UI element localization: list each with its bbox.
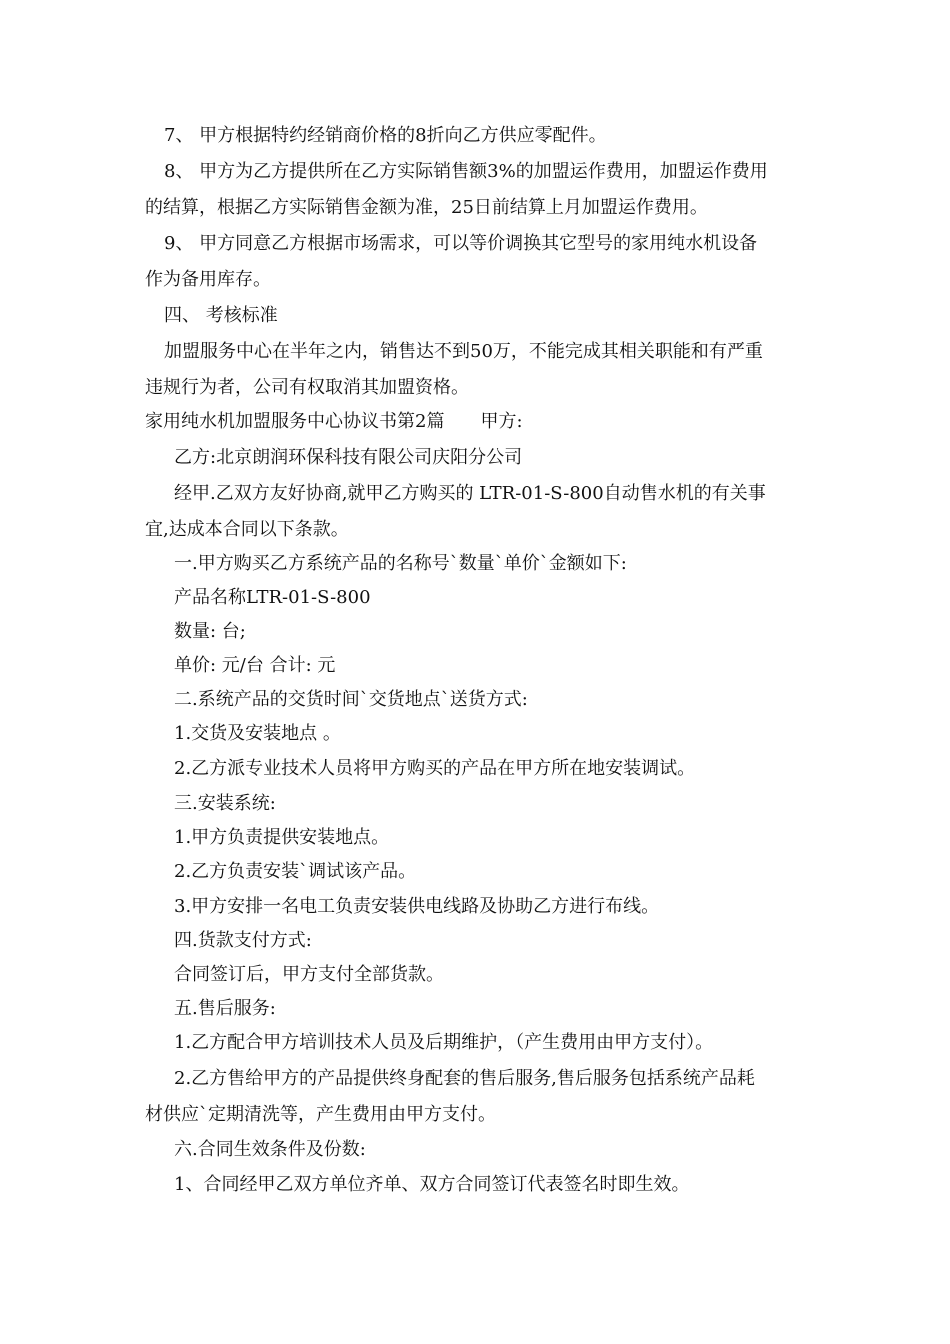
section-heading: 四.货款支付方式: [174,930,312,951]
paragraph-line: 经甲.乙双方友好协商,就甲乙方购买的 LTR-01-S-800自动售水机的有关事 [174,483,766,504]
paragraph-line: 1.乙方配合甲方培训技术人员及后期维护，（产生费用由甲方支付）。 [174,1032,714,1053]
paragraph-line: 数量: 台; [174,621,246,642]
paragraph-line: 加盟服务中心在半年之内，销售达不到50万，不能完成其相关职能和有严重 [164,341,763,362]
paragraph-line: 2.乙方负责安装`调试该产品。 [174,861,417,882]
paragraph-line: 作为备用库存。 [145,269,271,290]
paragraph-line: 的结算，根据乙方实际销售金额为准，25日前结算上月加盟运作费用。 [145,197,708,218]
paragraph-line: 2.乙方售给甲方的产品提供终身配套的售后服务,售后服务包括系统产品耗 [174,1068,755,1089]
paragraph-line: 单价: 元/台 合计: 元 [174,655,336,676]
paragraph-line: 7、 甲方根据特约经销商价格的8折向乙方供应零配件。 [164,125,607,146]
document-title-line: 家用纯水机加盟服务中心协议书第2篇 甲方: [145,411,523,432]
paragraph-line: 9、 甲方同意乙方根据市场需求，可以等价调换其它型号的家用纯水机设备 [164,233,758,254]
paragraph-line: 1、合同经甲乙双方单位齐单、双方合同签订代表签名时即生效。 [174,1174,690,1195]
section-heading: 五.售后服务: [174,998,276,1019]
paragraph-line: 8、 甲方为乙方提供所在乙方实际销售额3%的加盟运作费用，加盟运作费用 [164,161,768,182]
section-heading: 三.安装系统: [174,793,276,814]
paragraph-line: 宜,达成本合同以下条款。 [145,519,349,540]
paragraph-line: 1.交货及安装地点 。 [174,723,341,744]
paragraph-line: 3.甲方安排一名电工负责安装供电线路及协助乙方进行布线。 [174,896,660,917]
section-heading: 二.系统产品的交货时间`交货地点`送货方式: [174,689,528,710]
section-heading: 四、 考核标准 [164,305,278,326]
section-heading: 六.合同生效条件及份数: [174,1139,366,1160]
paragraph-line: 1.甲方负责提供安装地点。 [174,827,390,848]
paragraph-line: 2.乙方派专业技术人员将甲方购买的产品在甲方所在地安装调试。 [174,758,696,779]
paragraph-line: 违规行为者，公司有权取消其加盟资格。 [145,377,469,398]
paragraph-line: 产品名称LTR-01-S-800 [174,587,371,608]
party-b-line: 乙方:北京朗润环保科技有限公司庆阳分公司 [174,447,523,468]
paragraph-line: 合同签订后，甲方支付全部货款。 [174,964,444,985]
paragraph-line: 材供应`定期清洗等，产生费用由甲方支付。 [145,1104,496,1125]
section-heading: 一.甲方购买乙方系统产品的名称号`数量`单价`金额如下: [174,553,627,574]
